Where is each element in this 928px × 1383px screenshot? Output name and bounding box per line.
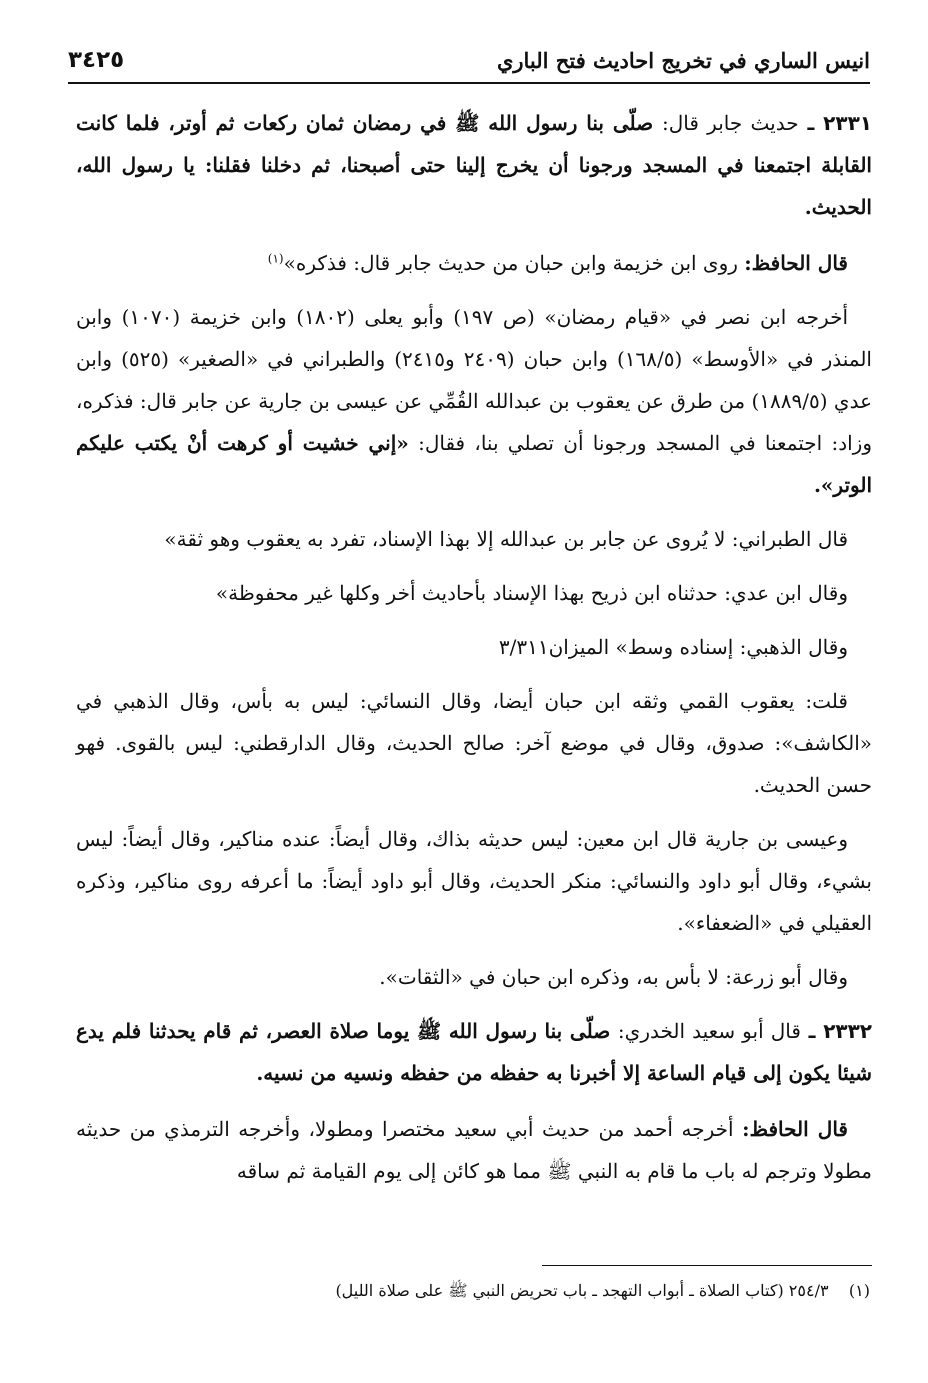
abu-zura-paragraph: وقال أبو زرعة: لا بأس به، وذكره ابن حبان في «الثقات».	[379, 965, 848, 989]
takhrij-quote: «إني خشيت أو كرهت أنْ يكتب عليكم الوتر».	[76, 431, 872, 497]
hadith-number: ٢٣٣٢ ـ	[808, 1019, 873, 1043]
hadith-number: ٢٣٣١ ـ	[807, 111, 872, 135]
takhrij-paragraph	[76, 296, 872, 506]
hafiz-text: أخرجه أحمد من حديث أبي سعيد مختصرا ومطولا، وأخرجه الترمذي من حديثه مطولا وترجم له باب ما قام به النبي ﷺ مما هو كائن إلى يوم القيامة ثم ساقه	[76, 1117, 872, 1183]
hadith-intro: قال أبو سعيد الخدري:	[617, 1019, 801, 1043]
footnote-marker: (١)	[267, 251, 284, 266]
footnote-text: ٢٥٤/٣ (كتاب الصلاة ـ أبواب التهجد ـ باب تحريض النبي ﷺ على صلاة الليل)	[335, 1281, 829, 1300]
footnote	[76, 1278, 870, 1304]
hafiz-label: قال الحافظ:	[742, 1117, 848, 1141]
footnote-number: (١)	[848, 1281, 870, 1300]
takhrij-text: أخرجه ابن نصر في «قيام رمضان» (ص ١٩٧) وأبو يعلى (١٨٠٢) وابن خزيمة (١٠٧٠) وابن المنذر في «الأوسط» (١٦٨/٥) وابن حبان (٢٤٠٩ و٢٤١٥) والطبراني في «الصغير» (٥٢٥) وابن عدي (١٨٨٩/٥) من طرق عن يعقوب بن عبدالله القُمِّي عن عيسى بن جارية عن جابر قال: فذكره، وزاد: اجتمعنا في المسجد ورجونا أن تصلي بنا، فقال:	[76, 305, 872, 455]
hafiz-statement-2	[76, 1108, 872, 1192]
qultu-paragraph: قلت: يعقوب القمي وثقه ابن حبان أيضا، وقال النسائي: ليس به بأس، وقال الذهبي في «الكاشف»: صدوق، وقال في موضع آخر: صالح الحديث، وقال الدارقطني: ليس بالقوى. فهو حسن الحديث.	[76, 689, 872, 797]
isa-paragraph: وعيسى بن جارية قال ابن معين: ليس حديثه بذاك، وقال أيضاً: عنده مناكير، وقال أيضاً: ليس بشيء، وقال أبو داود والنسائي: منكر الحديث، وقال أبو داود أيضاً: ما أعرفه روى مناكير، وذكره العقيلي في «الضعفاء».	[76, 827, 873, 935]
hadith-text: صلّى بنا رسول الله ﷺ في رمضان ثمان ركعات ثم أوتر، فلما كانت القابلة اجتمعنا في المسجد ورجونا أن يخرج إلينا حتى أصبحنا، ثم دخلنا فقلنا: يا رسول الله، الحديث.	[76, 111, 872, 219]
hadith-intro: حديث جابر قال:	[661, 111, 799, 135]
dhahabi-paragraph: وقال الذهبي: إسناده وسط» الميزان٣/٣١١	[498, 635, 848, 659]
footnote-divider	[542, 1265, 872, 1266]
hafiz-statement	[76, 242, 872, 284]
page-number: ٣٤٢٥	[68, 47, 125, 73]
hafiz-label: قال الحافظ:	[744, 251, 848, 275]
hadith-text: صلّى بنا رسول الله ﷺ يوما صلاة العصر، ثم قام يحدثنا فلم يدع شيئا يكون إلى قيام الساعة إلا أخبرنا به حفظه من حفظه ونسيه من نسيه.	[76, 1019, 872, 1085]
hafiz-text: روى ابن خزيمة وابن حبان من حديث جابر قال: فذكره»	[283, 251, 738, 275]
hadith-2332	[76, 1010, 872, 1094]
tabarani-paragraph: قال الطبراني: لا يُروى عن جابر بن عبدالله إلا بهذا الإسناد، تفرد به يعقوب وهو ثقة»	[164, 527, 848, 551]
page-body	[76, 102, 872, 1204]
ibn-adi-paragraph: وقال ابن عدي: حدثناه ابن ذريح بهذا الإسناد بأحاديث أخر وكلها غير محفوظة»	[215, 581, 848, 605]
running-title: انيس الساري في تخريج احاديث فتح الباري	[496, 47, 870, 73]
page-header	[68, 38, 870, 84]
hadith-2331	[76, 102, 872, 228]
